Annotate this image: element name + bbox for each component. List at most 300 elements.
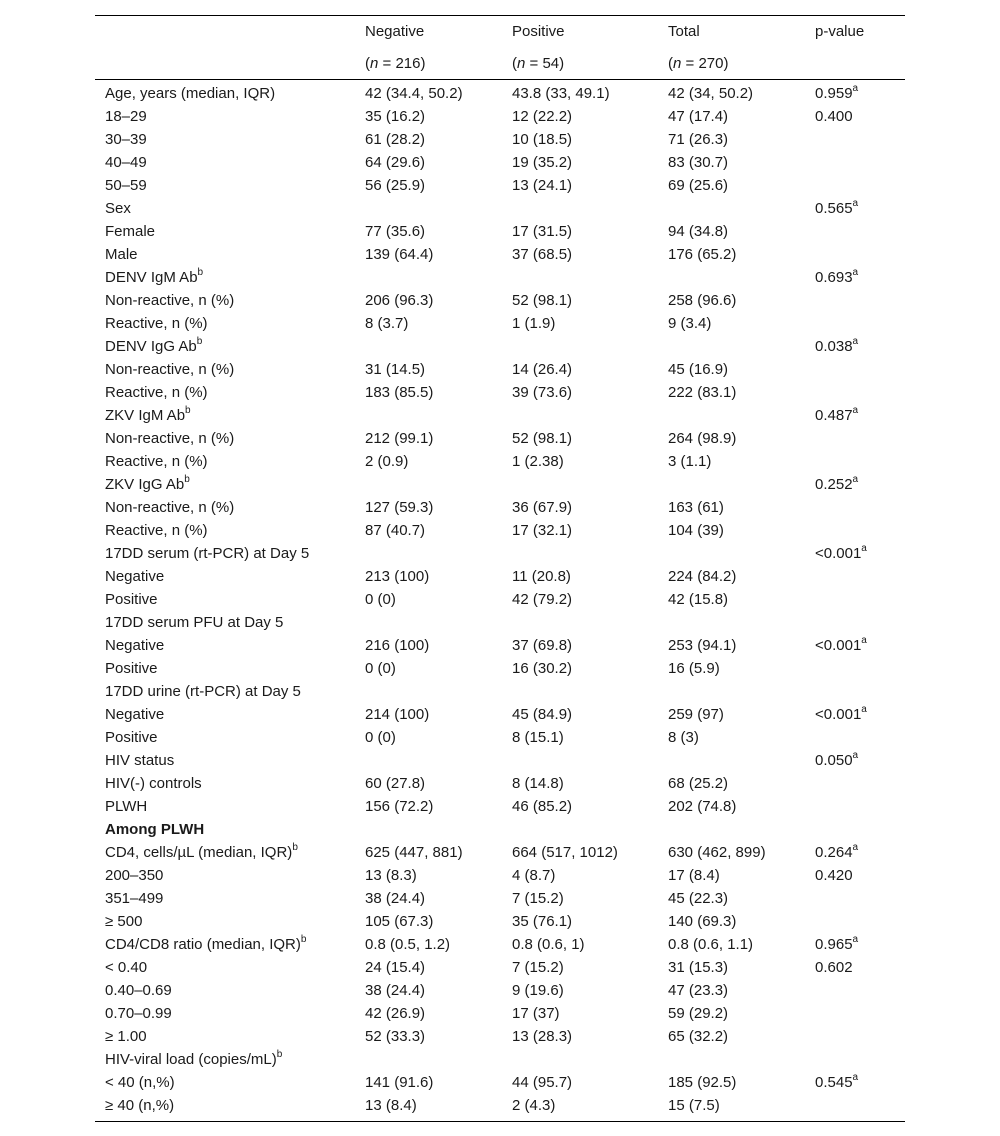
cell-negative: 214 (100) [365,706,430,723]
row-label-text: 17DD serum (rt-PCR) at Day 5 [105,545,310,562]
cell-total: 69 (25.6) [668,177,729,194]
cell-pvalue [815,657,905,680]
row-label [95,335,365,358]
cell-positive [512,335,668,358]
table-row [95,818,905,841]
cell-positive: 12 (22.2) [512,108,573,125]
footnote-marker: a [852,267,859,278]
table-row [95,1071,905,1094]
row-label-text: Negative [105,637,165,654]
n-value: = 270 [681,55,724,72]
cell-pvalue [815,841,905,864]
cell-total [668,197,815,220]
row-label-text: Reactive, n (%) [105,384,208,401]
cell-total: 104 (39) [668,522,724,539]
table-row [95,289,905,312]
footnote-marker: b [197,267,204,278]
cell-positive: 14 (26.4) [512,361,573,378]
row-label-text: 0.40–0.69 [105,982,172,999]
cell-negative [365,1048,512,1071]
cell-negative [365,473,512,496]
row-label [95,220,365,243]
cell-pvalue [815,381,905,404]
cell-total: 47 (17.4) [668,108,729,125]
cell-pvalue [815,749,905,772]
row-label [95,634,365,657]
cell-total [668,473,815,496]
row-label-text: ≥ 40 (n,%) [105,1097,175,1114]
table-row [95,266,905,289]
cell-negative: 77 (35.6) [365,223,426,240]
cell-pvalue [815,956,905,979]
cell-pvalue [815,864,905,887]
cell-total: 253 (94.1) [668,637,737,654]
cell-total: 94 (34.8) [668,223,729,240]
cell-total: 42 (34, 50.2) [668,85,754,102]
table-row [95,128,905,151]
row-label [95,450,365,473]
cell-negative: 60 (27.8) [365,775,426,792]
row-label [95,887,365,910]
row-label [95,82,365,105]
row-label [95,795,365,818]
cell-positive: 8 (14.8) [512,775,564,792]
row-label [95,243,365,266]
cell-total: 45 (16.9) [668,361,729,378]
cell-pvalue [815,82,905,105]
cell-negative [365,266,512,289]
cell-pvalue [815,197,905,220]
cell-negative: 38 (24.4) [365,982,426,999]
cell-pvalue [815,979,905,1002]
cell-total: 17 (8.4) [668,867,720,884]
cell-negative [365,404,512,427]
cell-total: 258 (96.6) [668,292,737,309]
table-row [95,887,905,910]
cell-positive [512,542,668,565]
table-row [95,565,905,588]
cell-negative [365,680,512,703]
row-label-text: DENV IgG Ab [105,338,197,355]
pvalue-text: 0.602 [815,959,853,976]
n-variable: n [370,55,379,72]
cell-positive: 17 (31.5) [512,223,573,240]
cell-pvalue [815,128,905,151]
n-variable: n [673,55,682,72]
cell-negative: 216 (100) [365,637,430,654]
cell-total [668,749,815,772]
footnote-marker: b [184,474,190,485]
table-row [95,611,905,634]
cell-negative: 56 (25.9) [365,177,426,194]
table-row [95,473,905,496]
cell-total: 68 (25.2) [668,775,729,792]
cell-total: 83 (30.7) [668,154,729,171]
cell-negative: 52 (33.3) [365,1028,426,1045]
cell-total: 9 (3.4) [668,315,712,332]
cell-pvalue [815,887,905,910]
cell-pvalue [815,174,905,197]
row-label-text: 18–29 [105,108,147,125]
row-label [95,956,365,979]
table-row [95,1002,905,1025]
table-row [95,1094,905,1117]
cell-total: 630 (462, 899) [668,844,766,861]
header-negative: Negative [365,23,425,40]
row-label-text: Negative [105,706,165,723]
row-label [95,519,365,542]
row-label-text: ≥ 500 [105,913,143,930]
table-body [95,80,905,1121]
cell-negative: 42 (34.4, 50.2) [365,85,463,102]
row-label-text: Female [105,223,156,240]
cell-pvalue [815,910,905,933]
table-row [95,680,905,703]
cell-pvalue [815,473,905,496]
table-row [95,542,905,565]
header-positive: Positive [512,23,565,40]
table-row [95,588,905,611]
footnote-marker: a [852,750,859,761]
row-label-text: Non-reactive, n (%) [105,361,235,378]
cell-positive: 37 (68.5) [512,246,573,263]
cell-positive: 8 (15.1) [512,729,564,746]
row-label-text: Reactive, n (%) [105,453,208,470]
header-pvalue-n [815,48,905,79]
row-label-text: 30–39 [105,131,147,148]
table-row [95,910,905,933]
cell-total [668,680,815,703]
cell-total: 71 (26.3) [668,131,729,148]
footnote-marker: a [852,1072,859,1083]
row-label [95,105,365,128]
cell-total: 15 (7.5) [668,1097,720,1114]
cell-pvalue [815,588,905,611]
cell-negative [365,197,512,220]
cell-pvalue [815,565,905,588]
table-row [95,956,905,979]
table-row [95,151,905,174]
row-label-text: 17DD serum PFU at Day 5 [105,614,284,631]
pvalue-text: 0.965 [815,936,853,953]
header-n-row [95,48,905,79]
pvalue-text: <0.001 [815,637,862,654]
cell-positive: 16 (30.2) [512,660,573,677]
cell-total [668,542,815,565]
row-label-text: DENV IgM Ab [105,269,198,286]
table-row [95,749,905,772]
cell-negative: 105 (67.3) [365,913,434,930]
footnote-marker: a [852,934,859,945]
row-label-text: ZKV IgM Ab [105,407,186,424]
cell-pvalue [815,358,905,381]
cell-total: 224 (84.2) [668,568,737,585]
row-label-text: HIV-viral load (copies/mL) [105,1051,277,1068]
cell-total: 264 (98.9) [668,430,737,447]
cell-positive: 17 (32.1) [512,522,573,539]
cell-positive: 44 (95.7) [512,1074,573,1091]
cell-pvalue [815,243,905,266]
pvalue-text: 0.545 [815,1074,853,1091]
cell-positive: 36 (67.9) [512,499,573,516]
cell-positive [512,266,668,289]
pvalue-text: 0.565 [815,200,853,217]
row-label [95,703,365,726]
row-label [95,726,365,749]
table-row [95,933,905,956]
cell-total: 140 (69.3) [668,913,737,930]
row-label-text: 351–499 [105,890,164,907]
footnote-marker: a [852,198,859,209]
row-label [95,864,365,887]
row-label-text: 200–350 [105,867,164,884]
row-label-text: 40–49 [105,154,147,171]
row-label [95,312,365,335]
cell-positive: 42 (79.2) [512,591,573,608]
row-label [95,657,365,680]
row-label-text: CD4, cells/µL (median, IQR) [105,844,293,861]
header-positive-n: (n = 54) [512,55,565,72]
row-label [95,174,365,197]
n-value: = 216 [378,55,421,72]
cell-negative: 127 (59.3) [365,499,434,516]
row-label [95,772,365,795]
cell-negative: 0.8 (0.5, 1.2) [365,936,451,953]
table-row [95,381,905,404]
table-row [95,312,905,335]
row-label-text: Reactive, n (%) [105,522,208,539]
cell-negative [365,749,512,772]
row-label [95,151,365,174]
footnote-marker: a [861,635,867,646]
cell-negative: 31 (14.5) [365,361,426,378]
table-row [95,197,905,220]
cell-total: 0.8 (0.6, 1.1) [668,936,754,953]
cell-positive: 1 (1.9) [512,315,556,332]
row-label [95,473,365,496]
cell-negative: 141 (91.6) [365,1074,434,1091]
footnote-marker: a [852,474,859,485]
cell-negative: 139 (64.4) [365,246,434,263]
row-label [95,1071,365,1094]
cell-positive: 664 (517, 1012) [512,844,618,861]
pvalue-text: <0.001 [815,706,862,723]
cell-total: 222 (83.1) [668,384,737,401]
table-row [95,519,905,542]
cell-positive [512,473,668,496]
row-label [95,749,365,772]
cell-total: 8 (3) [668,729,699,746]
n-variable: n [517,55,526,72]
row-label-text: Positive [105,660,158,677]
row-label-text: Male [105,246,138,263]
row-label [95,289,365,312]
pvalue-text: <0.001 [815,545,862,562]
table-row [95,657,905,680]
cell-positive: 7 (15.2) [512,959,564,976]
footnote-marker: a [852,842,859,853]
cell-negative: 213 (100) [365,568,430,585]
row-label [95,680,365,703]
cell-negative: 35 (16.2) [365,108,426,125]
pvalue-text: 0.400 [815,108,853,125]
pvalue-text: 0.693 [815,269,853,286]
row-label [95,197,365,220]
cell-pvalue [815,289,905,312]
row-label [95,266,365,289]
footnote-marker: b [276,1049,283,1060]
table-row [95,772,905,795]
table-row [95,634,905,657]
cell-pvalue [815,933,905,956]
cell-total: 3 (1.1) [668,453,712,470]
header-pvalue: p-value [815,23,865,40]
cell-pvalue [815,404,905,427]
row-label-text: < 40 (n,%) [105,1074,175,1091]
cell-positive [512,197,668,220]
cell-total: 45 (22.3) [668,890,729,907]
cell-total [668,404,815,427]
cell-positive: 1 (2.38) [512,453,564,470]
table-row [95,864,905,887]
cell-negative: 64 (29.6) [365,154,426,171]
data-table [95,15,905,1122]
cell-pvalue [815,312,905,335]
row-label-text: Age, years (median, IQR) [105,85,276,102]
row-label [95,542,365,565]
cell-pvalue [815,1048,905,1071]
cell-negative: 8 (3.7) [365,315,409,332]
cell-negative: 13 (8.3) [365,867,417,884]
cell-positive [512,611,668,634]
cell-negative: 13 (8.4) [365,1097,417,1114]
table-row [95,105,905,128]
row-label-text: 0.70–0.99 [105,1005,172,1022]
pvalue-text: 0.487 [815,407,853,424]
header-total-n: (n = 270) [668,55,729,72]
cell-negative: 87 (40.7) [365,522,426,539]
cell-total: 163 (61) [668,499,724,516]
row-label-text: CD4/CD8 ratio (median, IQR) [105,936,301,953]
pvalue-text: 0.050 [815,752,853,769]
cell-positive: 10 (18.5) [512,131,573,148]
header-negative-n: (n = 216) [365,55,426,72]
cell-pvalue [815,450,905,473]
cell-pvalue [815,818,905,841]
row-label [95,565,365,588]
cell-positive: 37 (69.8) [512,637,573,654]
cell-positive: 17 (37) [512,1005,560,1022]
cell-total: 65 (32.2) [668,1028,729,1045]
table-row [95,1025,905,1048]
table-row [95,404,905,427]
table-row [95,82,905,105]
cell-negative [365,611,512,634]
cell-negative: 183 (85.5) [365,384,434,401]
table-row [95,795,905,818]
table-row [95,358,905,381]
table-row [95,726,905,749]
cell-positive: 52 (98.1) [512,430,573,447]
table-row [95,841,905,864]
pvalue-text: 0.252 [815,476,853,493]
cell-total: 185 (92.5) [668,1074,737,1091]
cell-pvalue [815,1094,905,1117]
cell-negative [365,818,512,841]
pvalue-text: 0.038 [815,338,853,355]
cell-positive: 45 (84.9) [512,706,573,723]
cell-pvalue [815,1025,905,1048]
cell-positive [512,1048,668,1071]
table-row [95,243,905,266]
cell-pvalue [815,266,905,289]
cell-total: 59 (29.2) [668,1005,729,1022]
cell-pvalue [815,726,905,749]
cell-positive: 19 (35.2) [512,154,573,171]
row-label-text: PLWH [105,798,148,815]
cell-pvalue [815,496,905,519]
cell-pvalue [815,634,905,657]
cell-positive [512,749,668,772]
cell-negative: 156 (72.2) [365,798,434,815]
cell-total: 31 (15.3) [668,959,729,976]
row-label-text: < 0.40 [105,959,148,976]
row-label-text: Non-reactive, n (%) [105,499,235,516]
header-n-label-cell [95,48,365,79]
row-label-text: HIV status [105,752,175,769]
row-label [95,933,365,956]
cell-positive: 39 (73.6) [512,384,573,401]
row-label-text: HIV(-) controls [105,775,202,792]
row-label-text: Negative [105,568,165,585]
cell-negative: 61 (28.2) [365,131,426,148]
footnote-marker: b [185,405,191,416]
footnote-marker: a [861,543,867,554]
cell-negative: 42 (26.9) [365,1005,426,1022]
row-label [95,1025,365,1048]
row-label [95,404,365,427]
table-row [95,1048,905,1071]
header-label-cell [95,16,365,48]
row-label [95,588,365,611]
row-label [95,1002,365,1025]
footnote-marker: a [852,336,859,347]
row-label [95,979,365,1002]
row-label [95,1094,365,1117]
cell-pvalue [815,611,905,634]
cell-positive: 13 (28.3) [512,1028,573,1045]
cell-negative: 206 (96.3) [365,292,434,309]
cell-positive: 52 (98.1) [512,292,573,309]
n-value: = 54 [525,55,560,72]
cell-negative: 0 (0) [365,660,396,677]
cell-positive: 0.8 (0.6, 1) [512,936,585,953]
cell-total [668,266,815,289]
row-label-text: Positive [105,729,158,746]
pvalue-text: 0.959 [815,85,853,102]
cell-positive: 2 (4.3) [512,1097,556,1114]
row-label [95,841,365,864]
cell-positive: 46 (85.2) [512,798,573,815]
cell-pvalue [815,151,905,174]
footnote-marker: a [861,704,867,715]
cell-negative: 625 (447, 881) [365,844,463,861]
cell-pvalue [815,542,905,565]
cell-pvalue [815,1002,905,1025]
table-row [95,450,905,473]
row-label-text: Among PLWH [105,821,205,838]
cell-positive: 7 (15.2) [512,890,564,907]
